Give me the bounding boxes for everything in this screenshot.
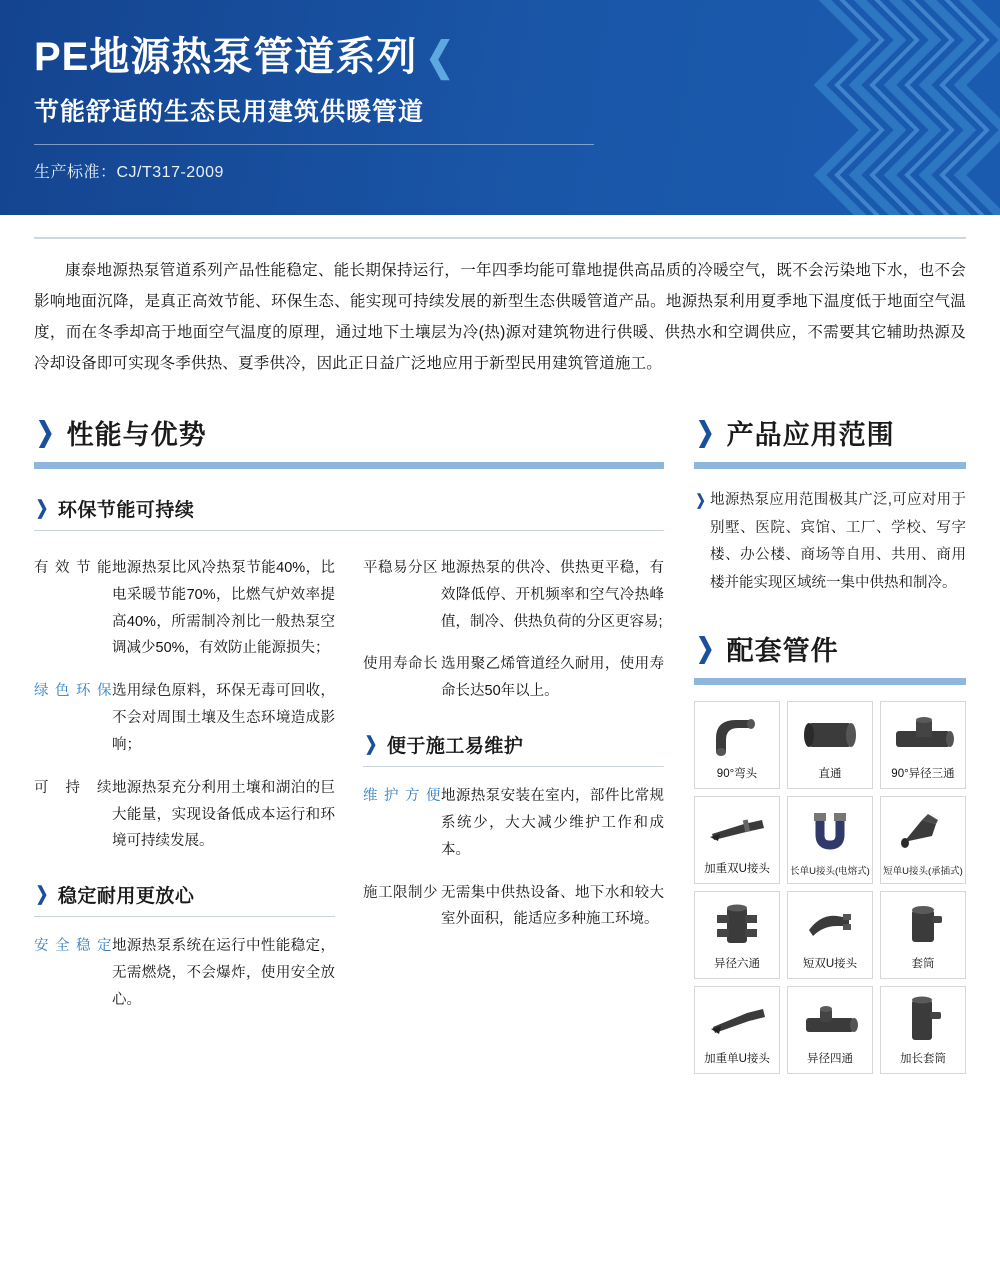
page-header: [0, 0, 1000, 215]
performance-section-bar: [34, 462, 664, 469]
bullet-chevron-icon: ❯: [695, 492, 706, 509]
feature-desc: 选用绿色原料，环保无毒可回收，不会对周围土壤及生态环境造成影响；: [112, 683, 335, 753]
page-subtitle: 节能舒适的生态民用建筑供暖管道: [34, 98, 425, 126]
sub-title-maintain: 便于施工易维护: [386, 736, 524, 758]
feature-desc: 地源热泵系统在运行中性能稳定，无需燃烧，不会爆炸，使用安全放心。: [112, 938, 335, 1008]
sub-chevron-icon: ❯: [364, 734, 378, 756]
feature-item: [363, 880, 664, 934]
fitting-cell[interactable]: [880, 891, 966, 979]
feature-desc: 地源热泵充分利用土壤和湖泊的巨大能量，实现设备低成本运行和环境可持续发展。: [112, 779, 335, 850]
right-column: [694, 413, 966, 1074]
feature-item: [34, 933, 335, 1013]
sub-divider-stable: [34, 916, 335, 917]
fitting-cell[interactable]: [694, 986, 780, 1074]
heavy-single-u-icon: [695, 987, 779, 1053]
performance-section-title: 性能与优势: [66, 420, 207, 450]
coupler-icon: [788, 702, 872, 768]
feature-term: 维护方便: [363, 788, 441, 805]
feature-item: [34, 555, 335, 662]
header-divider: [34, 144, 594, 145]
page-title: PE地源热泵管道系列: [34, 35, 418, 79]
fittings-section-header: [694, 629, 966, 668]
long-single-u-electrofusion-icon: [788, 797, 872, 866]
fitting-label: 异径六通: [714, 958, 760, 971]
application-section-bar: [694, 462, 966, 469]
feature-desc: 地源热泵安装在室内，部件比常规系统少，大大减少维护工作和成本。: [441, 788, 664, 858]
section-chevron-icon: ❯: [696, 633, 715, 664]
fitting-label: 加重双U接头: [704, 863, 770, 876]
sub-header-stable: [34, 881, 335, 908]
short-double-u-icon: [788, 892, 872, 958]
sub-chevron-icon: ❯: [35, 498, 49, 519]
section-chevron-icon: ❯: [36, 417, 55, 447]
sub-divider-eco: [34, 530, 664, 531]
feature-term: 平稳易分区: [363, 560, 438, 576]
fitting-label: 套筒: [911, 958, 935, 971]
feature-term: 绿色环保: [34, 683, 112, 700]
extended-sleeve-icon: [881, 987, 965, 1053]
feature-item: [363, 555, 664, 635]
feature-item: [34, 775, 335, 855]
short-single-u-socket-icon: [881, 797, 965, 866]
intro-paragraph: 康泰地源热泵管道系列产品性能稳定、能长期保持运行，一年四季均能可靠地提供高品质的冷暖空气，既不会污染地下水，也不会影响地面沉降，是真正高效节能、环保生态、能实现可持续发展的新型生态供暖管道产品。地源热泵利用夏季地下温度低于地面空气温度，而在冬季却高于地面空气温度的原理，通过地下土壤层为冷(热)源对建筑物进行供暖、供热水和空调供应，不需要其它辅助热源及冷却设备即可实现冬季供热、夏季供冷，因此正日益广泛地应用于新型民用建筑管道施工。: [34, 262, 966, 372]
intro-divider: [34, 237, 966, 239]
sub-header-maintain: [363, 731, 664, 758]
fitting-label: 异径四通: [807, 1053, 853, 1066]
fitting-label: 加重单U接头: [704, 1053, 770, 1066]
heavy-double-u-icon: [695, 797, 779, 863]
fitting-label: 90°异径三通: [891, 768, 955, 781]
feature-term: 安全稳定: [34, 938, 112, 955]
fitting-label: 直通: [818, 768, 842, 781]
fitting-label: 加长套筒: [900, 1053, 946, 1066]
sub-chevron-icon: ❯: [35, 884, 49, 906]
fitting-cell[interactable]: [787, 891, 873, 979]
fittings-section-bar: [694, 678, 966, 685]
intro-section: [0, 215, 1000, 379]
fitting-cell[interactable]: [787, 986, 873, 1074]
fitting-label: 短双U接头: [802, 958, 858, 971]
feature-desc: 地源热泵比风冷热泵节能40%，比电采暖节能70%，比燃气炉效率提高40%，所需制冷剂比一般热泵空调减少50%，有效防止能源损失；: [112, 560, 335, 657]
sub-header-eco: [34, 495, 664, 522]
feature-item: [363, 783, 664, 863]
reducing-cross-icon: [788, 987, 872, 1053]
sub-title-eco: 环保节能可持续: [57, 500, 195, 521]
fitting-cell[interactable]: [880, 986, 966, 1074]
title-chevron-icon: ❮: [425, 35, 455, 79]
feature-desc: 无需集中供热设备、地下水和较大室外面积，能适应多种施工环境。: [441, 884, 664, 928]
fitting-label: 90°弯头: [716, 768, 758, 781]
application-section-title: 产品应用范围: [726, 420, 895, 450]
feature-term: 施工限制少: [363, 884, 438, 901]
application-bullet: [694, 487, 966, 597]
main-content: [0, 379, 1000, 1074]
fittings-grid: [694, 701, 966, 1074]
fitting-cell[interactable]: [694, 796, 780, 884]
feature-column-2: [363, 539, 664, 1014]
feature-term: 使用寿命长: [363, 656, 438, 673]
fitting-cell[interactable]: [694, 891, 780, 979]
feature-columns: [34, 539, 664, 1014]
fitting-label: 长单U接头(电熔式): [790, 865, 870, 877]
fittings-section-title: 配套管件: [726, 636, 839, 667]
application-text: 地源热泵应用范围极其广泛,可应对用于别墅、医院、宾馆、工厂、学校、写字楼、办公楼、商场等自用、共用、商用楼并能实现区域统一集中供热和制冷。: [710, 492, 966, 591]
fitting-cell[interactable]: [880, 796, 966, 884]
reducing-six-way-icon: [695, 892, 779, 958]
fitting-cell[interactable]: [880, 701, 966, 789]
reducing-tee-icon: [881, 702, 965, 768]
fitting-cell[interactable]: [787, 796, 873, 884]
sub-title-stable: 稳定耐用更放心: [57, 886, 195, 908]
feature-term: 有效节能: [34, 560, 112, 576]
fitting-cell[interactable]: [694, 701, 780, 789]
feature-item: [34, 678, 335, 758]
fitting-cell[interactable]: [787, 701, 873, 789]
performance-section-header: [34, 413, 664, 452]
sub-divider-maintain: [363, 766, 664, 767]
section-chevron-icon: ❯: [696, 417, 715, 447]
feature-column-1: [34, 539, 335, 1014]
fitting-label: 短单U接头(承插式): [883, 865, 963, 877]
application-section-header: [694, 413, 966, 452]
feature-desc: 地源热泵的供冷、供热更平稳，有效降低停、开机频率和空气冷热峰值，制冷、供热负荷的分区更容易;: [441, 560, 664, 630]
feature-desc: 选用聚乙烯管道经久耐用，使用寿命长达50年以上。: [441, 656, 664, 700]
left-column: [34, 413, 664, 1074]
production-standard: 生产标准：CJ/T317-2009: [34, 164, 224, 181]
elbow-90-icon: [695, 702, 779, 768]
sleeve-icon: [881, 892, 965, 958]
feature-item: [363, 651, 664, 705]
feature-term: 可持续: [34, 779, 112, 796]
